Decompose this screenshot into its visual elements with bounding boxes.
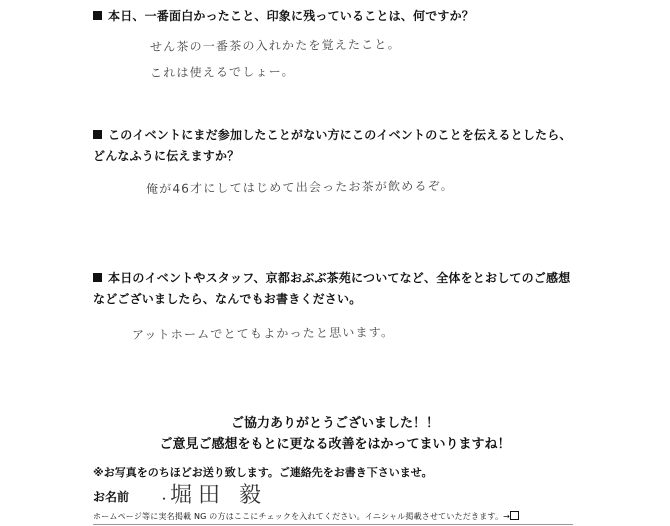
photo-note: ※お写真をのちほどお送り致します。ご連絡先をお書き下さいませ。: [93, 466, 433, 479]
answer-2-line-1: 俺が46才にしてはじめて出会ったお茶が飲めるぞ。: [145, 178, 454, 196]
thanks-line-1: ご協力ありがとうございました！！: [230, 416, 439, 431]
footer-rule: [93, 524, 573, 525]
footer-note-text: ホームページ等に実名掲載 NG の方はここにチェックを入れてください。イニシャル掲載させていただきます。→: [93, 512, 511, 521]
question-3-text: 本日のイベントやスタッフ、京都おぶぶ茶苑についてなど、全体をとおしてのご感想などございましたら、なんでもお書きください。: [93, 271, 571, 306]
name-mark: ・: [158, 492, 171, 506]
question-2: [93, 125, 579, 167]
question-2-text: このイベントにまだ参加したことがない方にこのイベントのことを伝えるとしたら、どんなふうに伝えますか？: [93, 128, 572, 163]
name-value: 堀田 毅: [170, 483, 267, 508]
bullet-square-icon: [93, 130, 102, 139]
question-1-text: 本日、一番面白かったこと、印象に残っていることは、何ですか？: [108, 9, 475, 23]
footer-note: [93, 511, 633, 522]
bullet-square-icon: [93, 273, 102, 282]
initial-checkbox[interactable]: [510, 511, 519, 520]
question-3: [93, 268, 579, 310]
name-label: お名前: [93, 490, 130, 504]
answer-1-line-2: これは使えるでしょー。: [149, 64, 295, 80]
thanks-line-2: ご意見ご感想をもとに更なる改善をはかってまいりますね！: [159, 437, 511, 452]
question-1: [93, 6, 593, 27]
bullet-square-icon: [93, 11, 102, 20]
answer-1-line-1: せん茶の一番茶の入れかたを覚えたこと。: [149, 37, 401, 54]
answer-3-line-1: アットホームでとてもよかったと思います。: [131, 325, 395, 342]
